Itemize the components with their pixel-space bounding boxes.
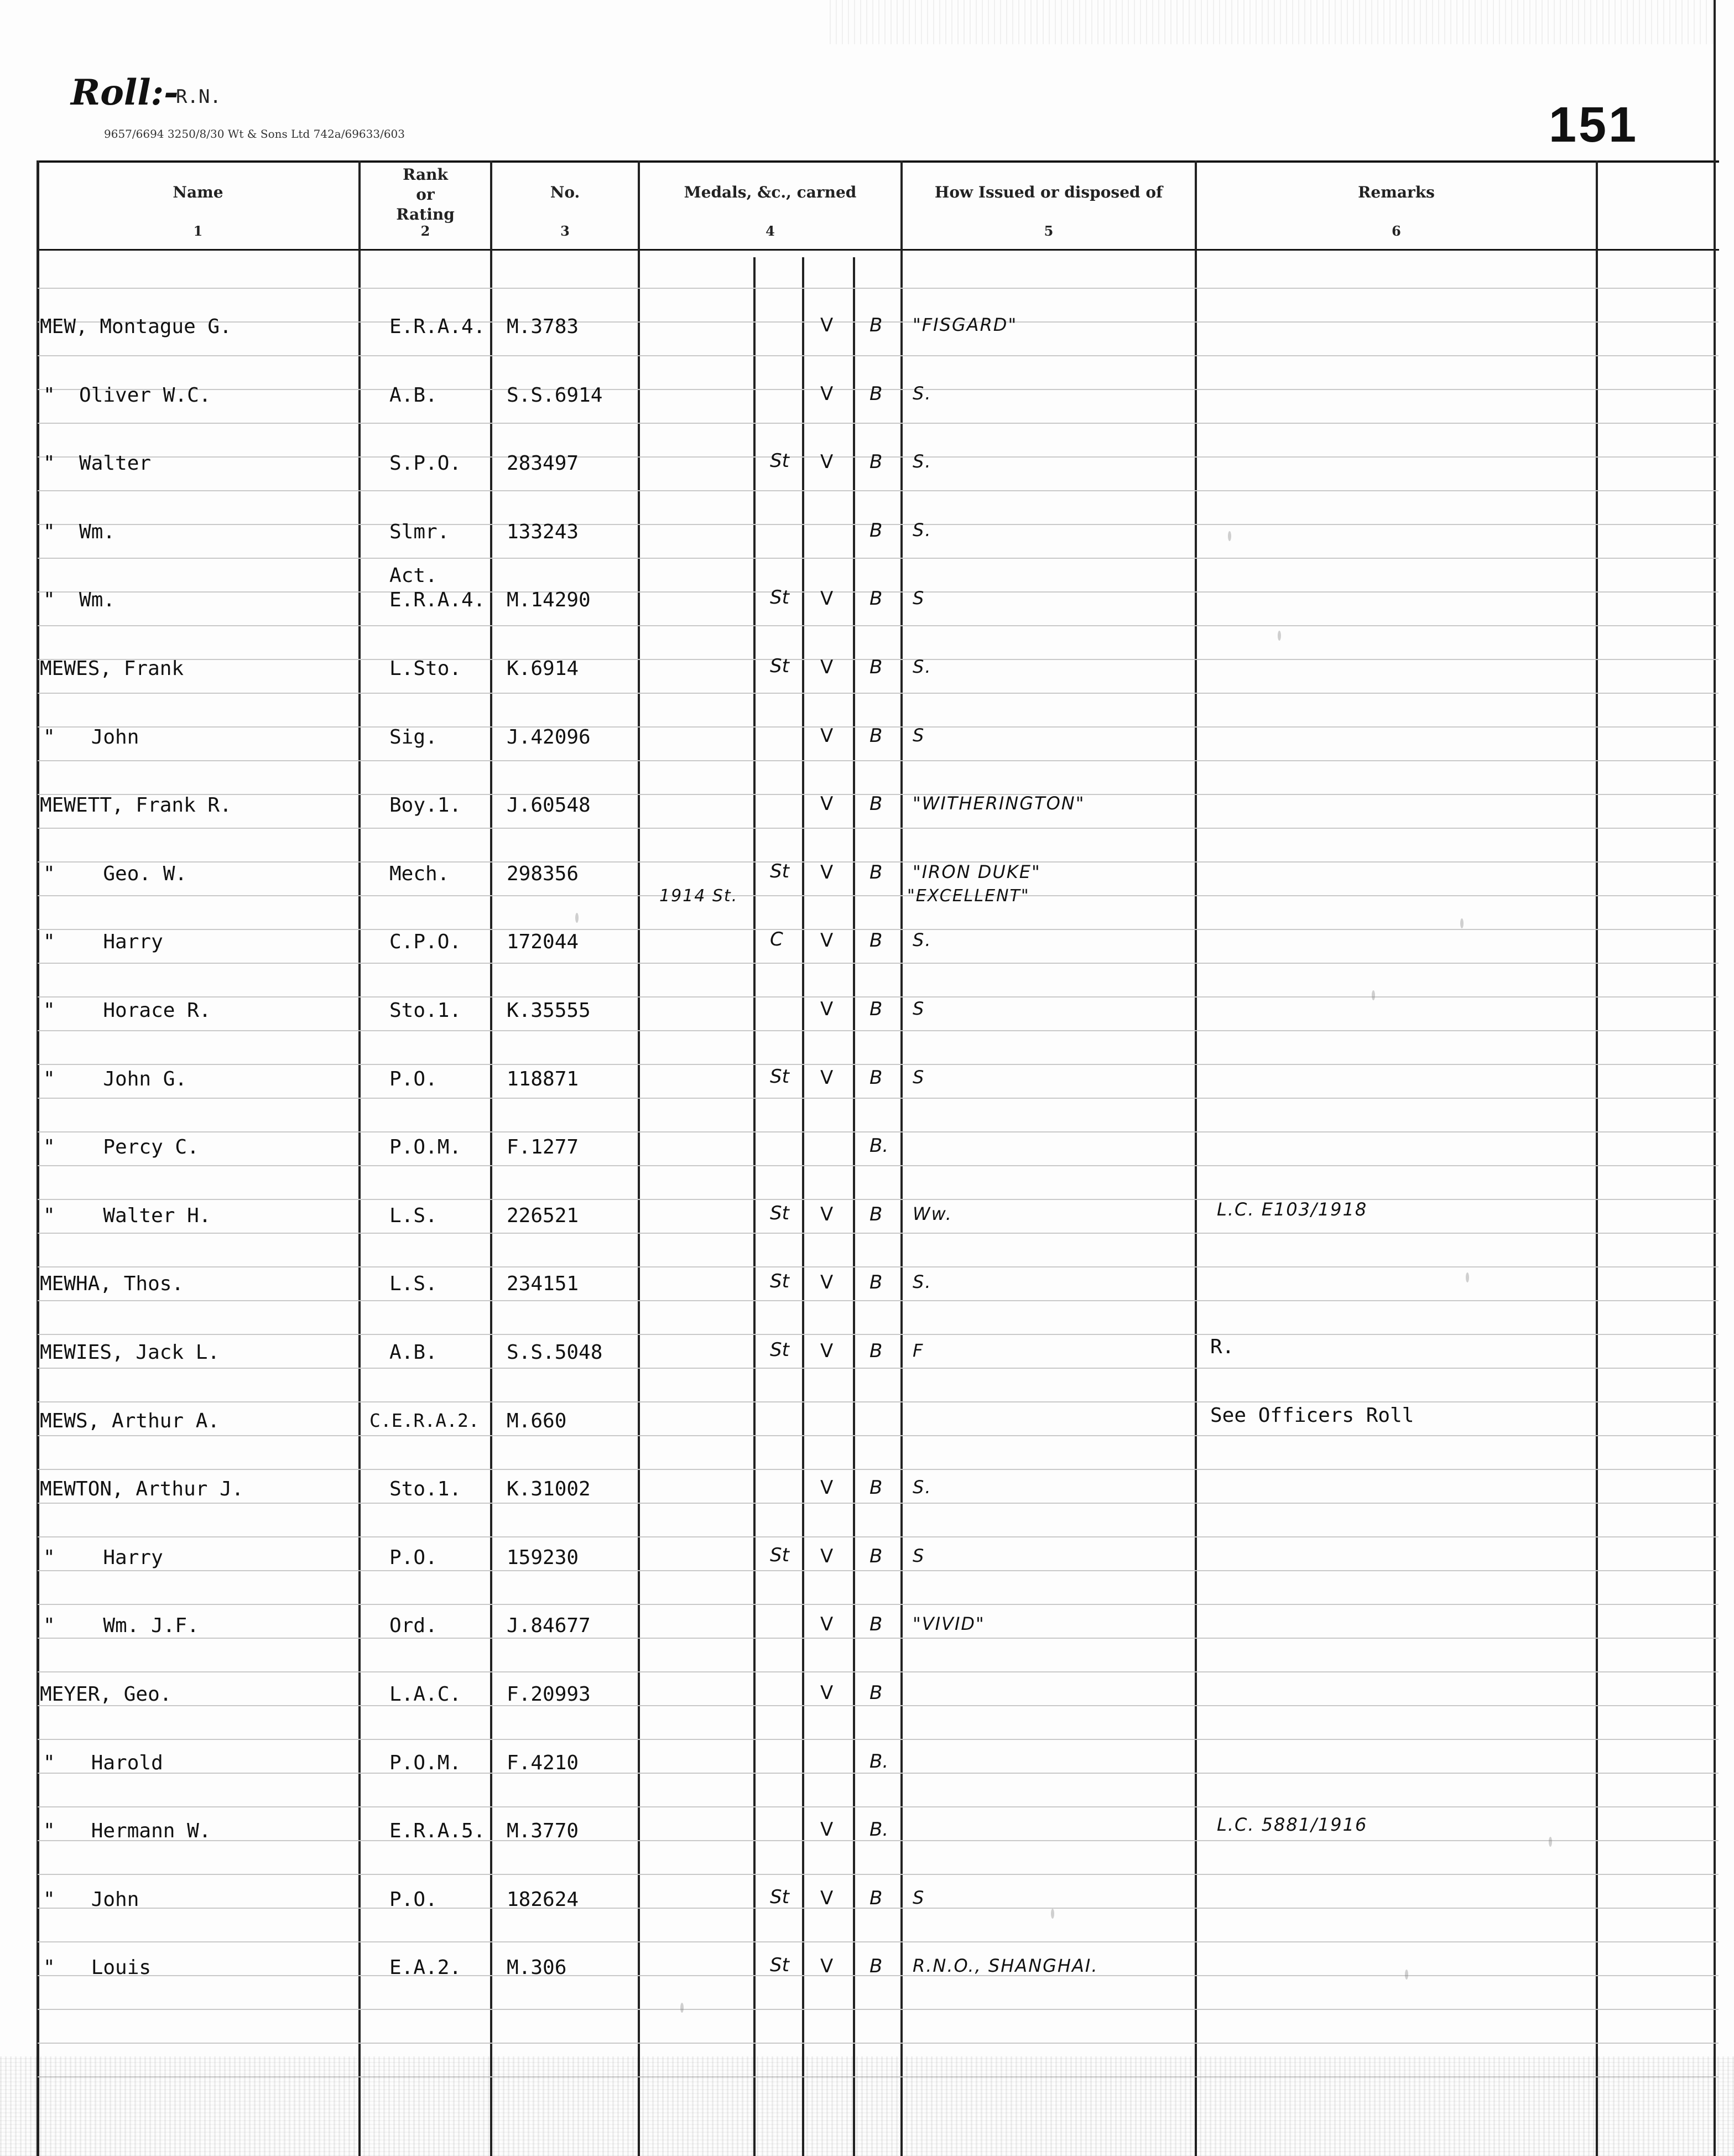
- ruled-line: [38, 1401, 1719, 1402]
- issued-entry: S.: [913, 656, 932, 677]
- entry-rank: Sig.: [389, 726, 438, 749]
- ruled-line: [38, 1705, 1719, 1706]
- ruled-line: [38, 355, 1719, 356]
- ruled-line: [38, 1334, 1719, 1335]
- medal-b-mark: B: [869, 725, 883, 747]
- issued-entry: Ww.: [913, 1203, 952, 1224]
- entry-rank: P.O.M.: [389, 1752, 462, 1774]
- entry-rank: C.E.R.A.2.: [369, 1410, 480, 1431]
- issued-entry: "FISGARD": [913, 314, 1018, 335]
- entry-number: K.31002: [507, 1478, 591, 1500]
- entry-rank: P.O.: [389, 1546, 438, 1569]
- entry-number: 298356: [507, 863, 579, 885]
- ruled-line: [38, 1570, 1719, 1571]
- medal-v-mark: V: [820, 1477, 834, 1499]
- entry-rank: E.R.A.5.: [389, 1820, 486, 1842]
- entry-name: " Harry: [43, 1546, 163, 1569]
- medal-b-mark: B: [869, 1545, 883, 1567]
- entry-number: F.1277: [507, 1136, 579, 1158]
- medal-b-mark: B.: [869, 1135, 889, 1157]
- ruled-line: [38, 693, 1719, 694]
- medal-v-mark: V: [820, 793, 834, 815]
- scan-speck: [680, 2003, 684, 2013]
- issued-entry: S: [913, 725, 925, 746]
- entry-number: M.3783: [507, 315, 579, 338]
- remarks-entry: See Officers Roll: [1210, 1404, 1414, 1427]
- entry-rank: C.P.O.: [389, 931, 462, 953]
- col-head-no: No.: [550, 183, 580, 201]
- issued-entry: "VIVID": [913, 1613, 985, 1634]
- entry-name: " Geo. W.: [43, 863, 188, 885]
- entry-number: K.35555: [507, 999, 591, 1022]
- medal-v-mark: V: [820, 861, 834, 884]
- entry-number: 172044: [507, 931, 579, 953]
- entry-number: J.42096: [507, 726, 591, 749]
- medal-star-mark: St: [770, 1886, 789, 1908]
- medal-b-mark: B: [869, 588, 883, 610]
- ruled-line: [38, 2043, 1719, 2044]
- issued-entry: S.: [913, 383, 932, 404]
- entry-rank: P.O.: [389, 1888, 438, 1911]
- entry-name: " John: [43, 726, 139, 749]
- medal-v-mark: V: [820, 656, 834, 678]
- entry-number: S.S.5048: [507, 1341, 603, 1364]
- remarks-entry: L.C. 5881/1916: [1217, 1814, 1368, 1835]
- entry-number: K.6914: [507, 657, 579, 680]
- entry-rank: L.S.: [389, 1204, 438, 1227]
- medal-star-mark: St: [770, 586, 789, 609]
- ruled-line: [38, 1435, 1719, 1436]
- issued-entry: S.: [913, 519, 932, 541]
- medal-v-mark: V: [820, 314, 834, 336]
- entry-rank: Mech.: [389, 863, 450, 885]
- issued-entry: S: [913, 1887, 925, 1908]
- ruled-line: [38, 490, 1719, 491]
- entry-rank: Sto.1.: [389, 1478, 462, 1500]
- right-border: [1596, 160, 1598, 2156]
- ruled-line: [38, 1604, 1719, 1605]
- medal-b-mark: B: [869, 656, 883, 678]
- entry-number: M.14290: [507, 589, 591, 611]
- col-head-name: Name: [173, 183, 223, 201]
- medal-b-mark: B.: [869, 1819, 889, 1841]
- remarks-entry: R.: [1210, 1336, 1235, 1358]
- ruled-line: [38, 1098, 1719, 1099]
- ruled-line: [38, 1638, 1719, 1639]
- col-head-remarks: Remarks: [1358, 183, 1435, 201]
- entry-rank: Slmr.: [389, 521, 450, 543]
- ruled-line: [38, 1266, 1719, 1267]
- ruled-line: [38, 558, 1719, 559]
- issued-entry: S.: [913, 1271, 932, 1292]
- entry-number: 226521: [507, 1204, 579, 1227]
- entry-rank: L.Sto.: [389, 657, 462, 680]
- issued-entry: S: [913, 998, 925, 1019]
- entry-name: MEYER, Geo.: [40, 1683, 172, 1706]
- medal-star-mark: St: [770, 1202, 789, 1224]
- medal-v-mark: V: [820, 929, 834, 952]
- medal-star-mark: St: [770, 1339, 789, 1361]
- ruled-line: [38, 963, 1719, 964]
- issued-entry: R.N.O., SHANGHAI.: [913, 1955, 1098, 1976]
- medal-b-mark: B: [869, 519, 883, 542]
- entry-rank: L.A.C.: [389, 1683, 462, 1706]
- entry-name: " Walter H.: [43, 1204, 211, 1227]
- entry-rank: Boy.1.: [389, 794, 462, 817]
- ruled-line: [38, 1773, 1719, 1774]
- entry-number: M.3770: [507, 1820, 579, 1842]
- col-head-medals: Medals, &c., carned: [684, 183, 857, 201]
- medal-divider-a: [753, 257, 756, 2156]
- medal-star-mark: St: [770, 860, 789, 882]
- entry-rank: P.O.: [389, 1068, 438, 1090]
- left-border: [37, 160, 39, 2156]
- medal-star-mark: St: [770, 450, 789, 472]
- entry-number: M.306: [507, 1956, 567, 1979]
- ruled-line: [38, 1368, 1719, 1369]
- entry-name: " John: [43, 1888, 139, 1911]
- col-num-rank: 2: [420, 223, 430, 239]
- entry-name: " Horace R.: [43, 999, 211, 1022]
- medal-note: 1914 St.: [659, 886, 738, 906]
- entry-name: MEWIES, Jack L.: [40, 1341, 220, 1364]
- entry-name: " Wm. J.F.: [43, 1614, 199, 1637]
- roll-label: Roll:-: [71, 72, 179, 113]
- entry-name: MEWS, Arthur A.: [40, 1410, 220, 1432]
- entry-rank: E.R.A.4.: [389, 589, 486, 611]
- medal-b-mark: B: [869, 929, 883, 952]
- col-num-remarks: 6: [1392, 223, 1401, 239]
- ruled-line: [38, 1671, 1719, 1672]
- issued-entry: S: [913, 588, 925, 609]
- scan-speck: [1405, 1970, 1408, 1980]
- roll-value: R.N.: [176, 86, 221, 108]
- entry-name: " John G.: [43, 1068, 188, 1090]
- scan-speck: [1549, 1837, 1552, 1847]
- medal-star-mark: St: [770, 1544, 789, 1566]
- entry-number: M.660: [507, 1410, 567, 1432]
- remarks-entry: L.C. E103/1918: [1217, 1199, 1368, 1220]
- entry-name: MEWETT, Frank R.: [40, 794, 232, 817]
- medal-b-mark: B: [869, 1067, 883, 1089]
- header-bottom-rule: [38, 249, 1719, 251]
- medal-v-mark: V: [820, 1203, 834, 1225]
- ruled-line: [38, 1300, 1719, 1301]
- entry-name: " Harry: [43, 931, 163, 953]
- issued-entry: S: [913, 1067, 925, 1088]
- entry-name: " Louis: [43, 1956, 152, 1979]
- entry-number: F.20993: [507, 1683, 591, 1706]
- entry-number: 133243: [507, 521, 579, 543]
- col-divider-3: [638, 160, 640, 2156]
- col-divider-1: [358, 160, 361, 2156]
- entry-number: F.4210: [507, 1752, 579, 1774]
- medal-star-mark: St: [770, 1270, 789, 1292]
- entry-rank: E.A.2.: [389, 1956, 462, 1979]
- print-code: 9657/6694 3250/8/30 Wt & Sons Ltd 742a/69633/603: [104, 127, 405, 141]
- medal-b-mark: B: [869, 1203, 883, 1225]
- scan-noise-bottom: [0, 2056, 1734, 2156]
- col-divider-4: [900, 160, 903, 2156]
- medal-v-mark: V: [820, 725, 834, 747]
- entry-name: MEW, Montague G.: [40, 315, 232, 338]
- medal-b-mark: B: [869, 1682, 883, 1704]
- entry-rank: S.P.O.: [389, 452, 462, 475]
- issued-entry: S.: [913, 451, 932, 472]
- header-top-rule: [38, 160, 1719, 163]
- entry-rank-prefix: Act.: [389, 564, 438, 587]
- entry-name: " Walter: [43, 452, 152, 475]
- scan-speck: [1460, 918, 1464, 928]
- scan-speck: [1278, 631, 1281, 641]
- entry-name: " Oliver W.C.: [43, 384, 211, 407]
- entry-name: MEWES, Frank: [40, 657, 184, 680]
- medal-v-mark: V: [820, 1819, 834, 1841]
- entry-number: 283497: [507, 452, 579, 475]
- ruled-line: [38, 1064, 1719, 1065]
- ruled-line: [38, 996, 1719, 998]
- ruled-line: [38, 288, 1719, 289]
- entry-number: J.84677: [507, 1614, 591, 1637]
- issued-entry: F: [913, 1340, 924, 1361]
- ruled-line: [38, 1030, 1719, 1031]
- medal-b-mark: B.: [869, 1750, 889, 1773]
- medal-star-mark: C: [770, 928, 783, 950]
- medal-divider-b: [802, 257, 804, 2156]
- entry-rank: P.O.M.: [389, 1136, 462, 1158]
- ruled-line: [38, 1874, 1719, 1875]
- issued-entry: S.: [913, 1477, 932, 1498]
- medal-b-mark: B: [869, 998, 883, 1020]
- medal-b-mark: B: [869, 451, 883, 473]
- ruled-line: [38, 1131, 1719, 1132]
- issued-note: "EXCELLENT": [907, 886, 1030, 906]
- far-right-border: [1714, 0, 1716, 2156]
- col-num-issued: 5: [1044, 223, 1054, 239]
- col-num-medals: 4: [766, 223, 775, 239]
- medal-b-mark: B: [869, 1613, 883, 1635]
- ruled-line: [38, 828, 1719, 829]
- ruled-line: [38, 1469, 1719, 1470]
- medal-b-mark: B: [869, 314, 883, 336]
- ruled-line: [38, 1941, 1719, 1942]
- entry-rank: A.B.: [389, 384, 438, 407]
- ruled-line: [38, 1165, 1719, 1166]
- ruled-line: [38, 895, 1719, 896]
- issued-entry: S: [913, 1545, 925, 1566]
- entry-name: " Harold: [43, 1752, 163, 1774]
- entry-rank: Ord.: [389, 1614, 438, 1637]
- medal-star-mark: St: [770, 1066, 789, 1088]
- entry-number: 234151: [507, 1272, 579, 1295]
- medal-b-mark: B: [869, 1271, 883, 1293]
- scan-noise-top: [830, 0, 1715, 44]
- medal-b-mark: B: [869, 861, 883, 884]
- scan-speck: [1466, 1272, 1469, 1282]
- medal-v-mark: V: [820, 451, 834, 473]
- scan-speck: [1228, 531, 1231, 541]
- medal-b-mark: B: [869, 1477, 883, 1499]
- medal-b-mark: B: [869, 383, 883, 405]
- entry-number: 182624: [507, 1888, 579, 1911]
- entry-rank: L.S.: [389, 1272, 438, 1295]
- col-num-no: 3: [560, 223, 570, 239]
- medal-star-mark: St: [770, 655, 789, 677]
- medal-divider-c: [853, 257, 855, 2156]
- issued-entry: "IRON DUKE": [913, 861, 1041, 882]
- entry-name: " Percy C.: [43, 1136, 199, 1158]
- medal-v-mark: V: [820, 588, 834, 610]
- entry-name: MEWHA, Thos.: [40, 1272, 184, 1295]
- entry-number: 118871: [507, 1068, 579, 1090]
- entry-name: " Hermann W.: [43, 1820, 211, 1842]
- ruled-line: [38, 1806, 1719, 1807]
- ruled-line: [38, 1233, 1719, 1234]
- medal-b-mark: B: [869, 1955, 883, 1977]
- ruled-line: [38, 625, 1719, 626]
- col-divider-2: [490, 160, 492, 2156]
- entry-name: " Wm.: [43, 521, 116, 543]
- medal-v-mark: V: [820, 383, 834, 405]
- scan-speck: [1051, 1909, 1054, 1919]
- col-num-name: 1: [193, 223, 203, 239]
- ruled-line: [38, 1536, 1719, 1537]
- issued-entry: "WITHERINGTON": [913, 793, 1085, 814]
- entry-rank: Sto.1.: [389, 999, 462, 1022]
- ruled-line: [38, 2009, 1719, 2010]
- medal-v-mark: V: [820, 1682, 834, 1704]
- medal-v-mark: V: [820, 1887, 834, 1909]
- medal-v-mark: V: [820, 1067, 834, 1089]
- issued-entry: S.: [913, 929, 932, 950]
- medal-b-mark: B: [869, 1340, 883, 1362]
- entry-number: J.60548: [507, 794, 591, 817]
- entry-rank: A.B.: [389, 1341, 438, 1364]
- medal-v-mark: V: [820, 998, 834, 1020]
- col-divider-5: [1195, 160, 1197, 2156]
- page-number: 151: [1549, 97, 1639, 153]
- medal-v-mark: V: [820, 1271, 834, 1293]
- ruled-line: [38, 1503, 1719, 1504]
- medal-b-mark: B: [869, 1887, 883, 1909]
- entry-number: S.S.6914: [507, 384, 603, 407]
- medal-star-mark: St: [770, 1954, 789, 1976]
- scan-speck: [575, 913, 579, 923]
- entry-name: MEWTON, Arthur J.: [40, 1478, 244, 1500]
- entry-number: 159230: [507, 1546, 579, 1569]
- scan-speck: [1372, 990, 1375, 1000]
- entry-name: " Wm.: [43, 589, 116, 611]
- medal-v-mark: V: [820, 1955, 834, 1977]
- ruled-line: [38, 423, 1719, 424]
- ruled-line: [38, 1739, 1719, 1740]
- medal-v-mark: V: [820, 1545, 834, 1567]
- ruled-line: [38, 760, 1719, 761]
- col-head-rank: Rank or Rating: [396, 165, 455, 224]
- medal-v-mark: V: [820, 1340, 834, 1362]
- medal-v-mark: V: [820, 1613, 834, 1635]
- medal-b-mark: B: [869, 793, 883, 815]
- ruled-line: [38, 1199, 1719, 1200]
- col-head-issued: How Issued or disposed of: [934, 183, 1163, 201]
- entry-rank: E.R.A.4.: [389, 315, 486, 338]
